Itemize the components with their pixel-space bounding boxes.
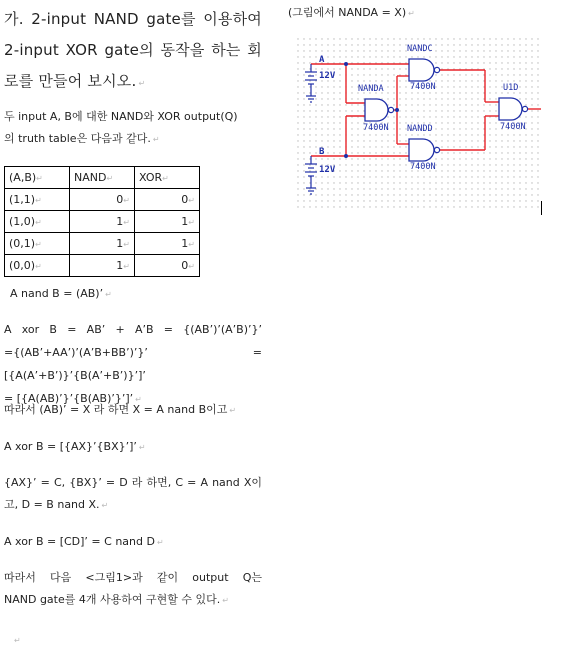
- table-cell: 1↵: [70, 233, 135, 255]
- header-cell: NAND↵: [70, 167, 135, 189]
- gate-a-part: 7400N: [363, 123, 389, 133]
- xor-derivation: [4, 318, 262, 411]
- table-cell: 0↵: [135, 189, 200, 211]
- title-line: 가. 2-input NAND gate를 이용하여: [4, 10, 262, 28]
- table-row: [5, 211, 200, 233]
- truth-table: [4, 166, 200, 277]
- gate-a-name: NANDA: [358, 84, 384, 94]
- text-cursor: [541, 201, 542, 215]
- table-cell: 1↵: [70, 255, 135, 277]
- table-row: [5, 233, 200, 255]
- gate-d-part: 7400N: [410, 162, 436, 172]
- gate-u1d-name: U1D: [503, 83, 519, 93]
- gate-u1d-part: 7400N: [500, 122, 526, 132]
- table-row: [5, 255, 200, 277]
- gate-c-name: NANDC: [407, 44, 433, 54]
- intro-line: 의 truth table은 다음과 같다. ↵: [4, 132, 160, 145]
- table-cell: (0,1)↵: [5, 233, 70, 255]
- step-x-definition: 따라서 (AB)’ = X 라 하면 X = A nand B이고 ↵: [4, 403, 237, 416]
- table-cell: 1↵: [70, 211, 135, 233]
- table-row: [5, 189, 200, 211]
- table-cell: (1,0)↵: [5, 211, 70, 233]
- paragraph-mark: ↵: [14, 636, 21, 645]
- table-cell: (0,0)↵: [5, 255, 70, 277]
- intro-paragraph: [4, 106, 262, 151]
- step-final-nand: A xor B = [CD]’ = C nand D ↵: [4, 535, 164, 548]
- derivation-line: ={(AB’+AA’)’(A’B+BB’)’}’ = [{A(A’+B’)}’{B(A’+B’)}’]’: [4, 346, 262, 382]
- nand-definition: A nand B = (AB)’ ↵: [10, 287, 112, 300]
- question-title: [4, 4, 262, 99]
- title-line: 2-input XOR gate의 동작을 하는 회: [4, 41, 262, 59]
- table-cell: 1↵: [135, 233, 200, 255]
- conclusion-line: NAND gate를 4개 사용하여 구현할 수 있다. ↵: [4, 593, 229, 606]
- conclusion: [4, 567, 262, 612]
- step-c-d-definition: [4, 472, 262, 517]
- source-b-label: B: [319, 147, 325, 157]
- intro-line: 두 input A, B에 대한 NAND와 XOR output(Q): [4, 110, 238, 123]
- table-cell: 0↵: [70, 189, 135, 211]
- circuit-diagram: [297, 38, 545, 214]
- table-cell: (1,1)↵: [5, 189, 70, 211]
- source-b-voltage: 12V: [319, 165, 336, 175]
- conclusion-line: 따라서 다음 <그림1>과 같이 output Q는: [4, 571, 262, 584]
- step-line: 고, D = B nand X. ↵: [4, 498, 109, 511]
- source-a-voltage: 12V: [319, 71, 336, 81]
- source-a-label: A: [319, 55, 325, 65]
- derivation-line: A xor B = AB’ + A’B = {(AB’)’(A’B)’}’: [4, 323, 262, 336]
- step-xor-in-x: A xor B = [{AX}’{BX}’]’ ↵: [4, 440, 146, 453]
- header-cell: (A,B)↵: [5, 167, 70, 189]
- gate-d-name: NANDD: [407, 124, 433, 134]
- gate-c-part: 7400N: [410, 82, 436, 92]
- table-cell: 0↵: [135, 255, 200, 277]
- title-line: 로를 만들어 보시오. ↵: [4, 72, 146, 90]
- step-line: {AX}’ = C, {BX}’ = D 라 하면, C = A nand X이: [4, 476, 262, 489]
- derivation-line: = [{A(AB)’}’{B(AB)’}’]’ ↵: [4, 392, 142, 405]
- figure-caption: (그림에서 NANDA = X) ↵: [288, 6, 415, 19]
- table-header-row: [5, 167, 200, 189]
- header-cell: XOR↵: [135, 167, 200, 189]
- table-cell: 1↵: [135, 211, 200, 233]
